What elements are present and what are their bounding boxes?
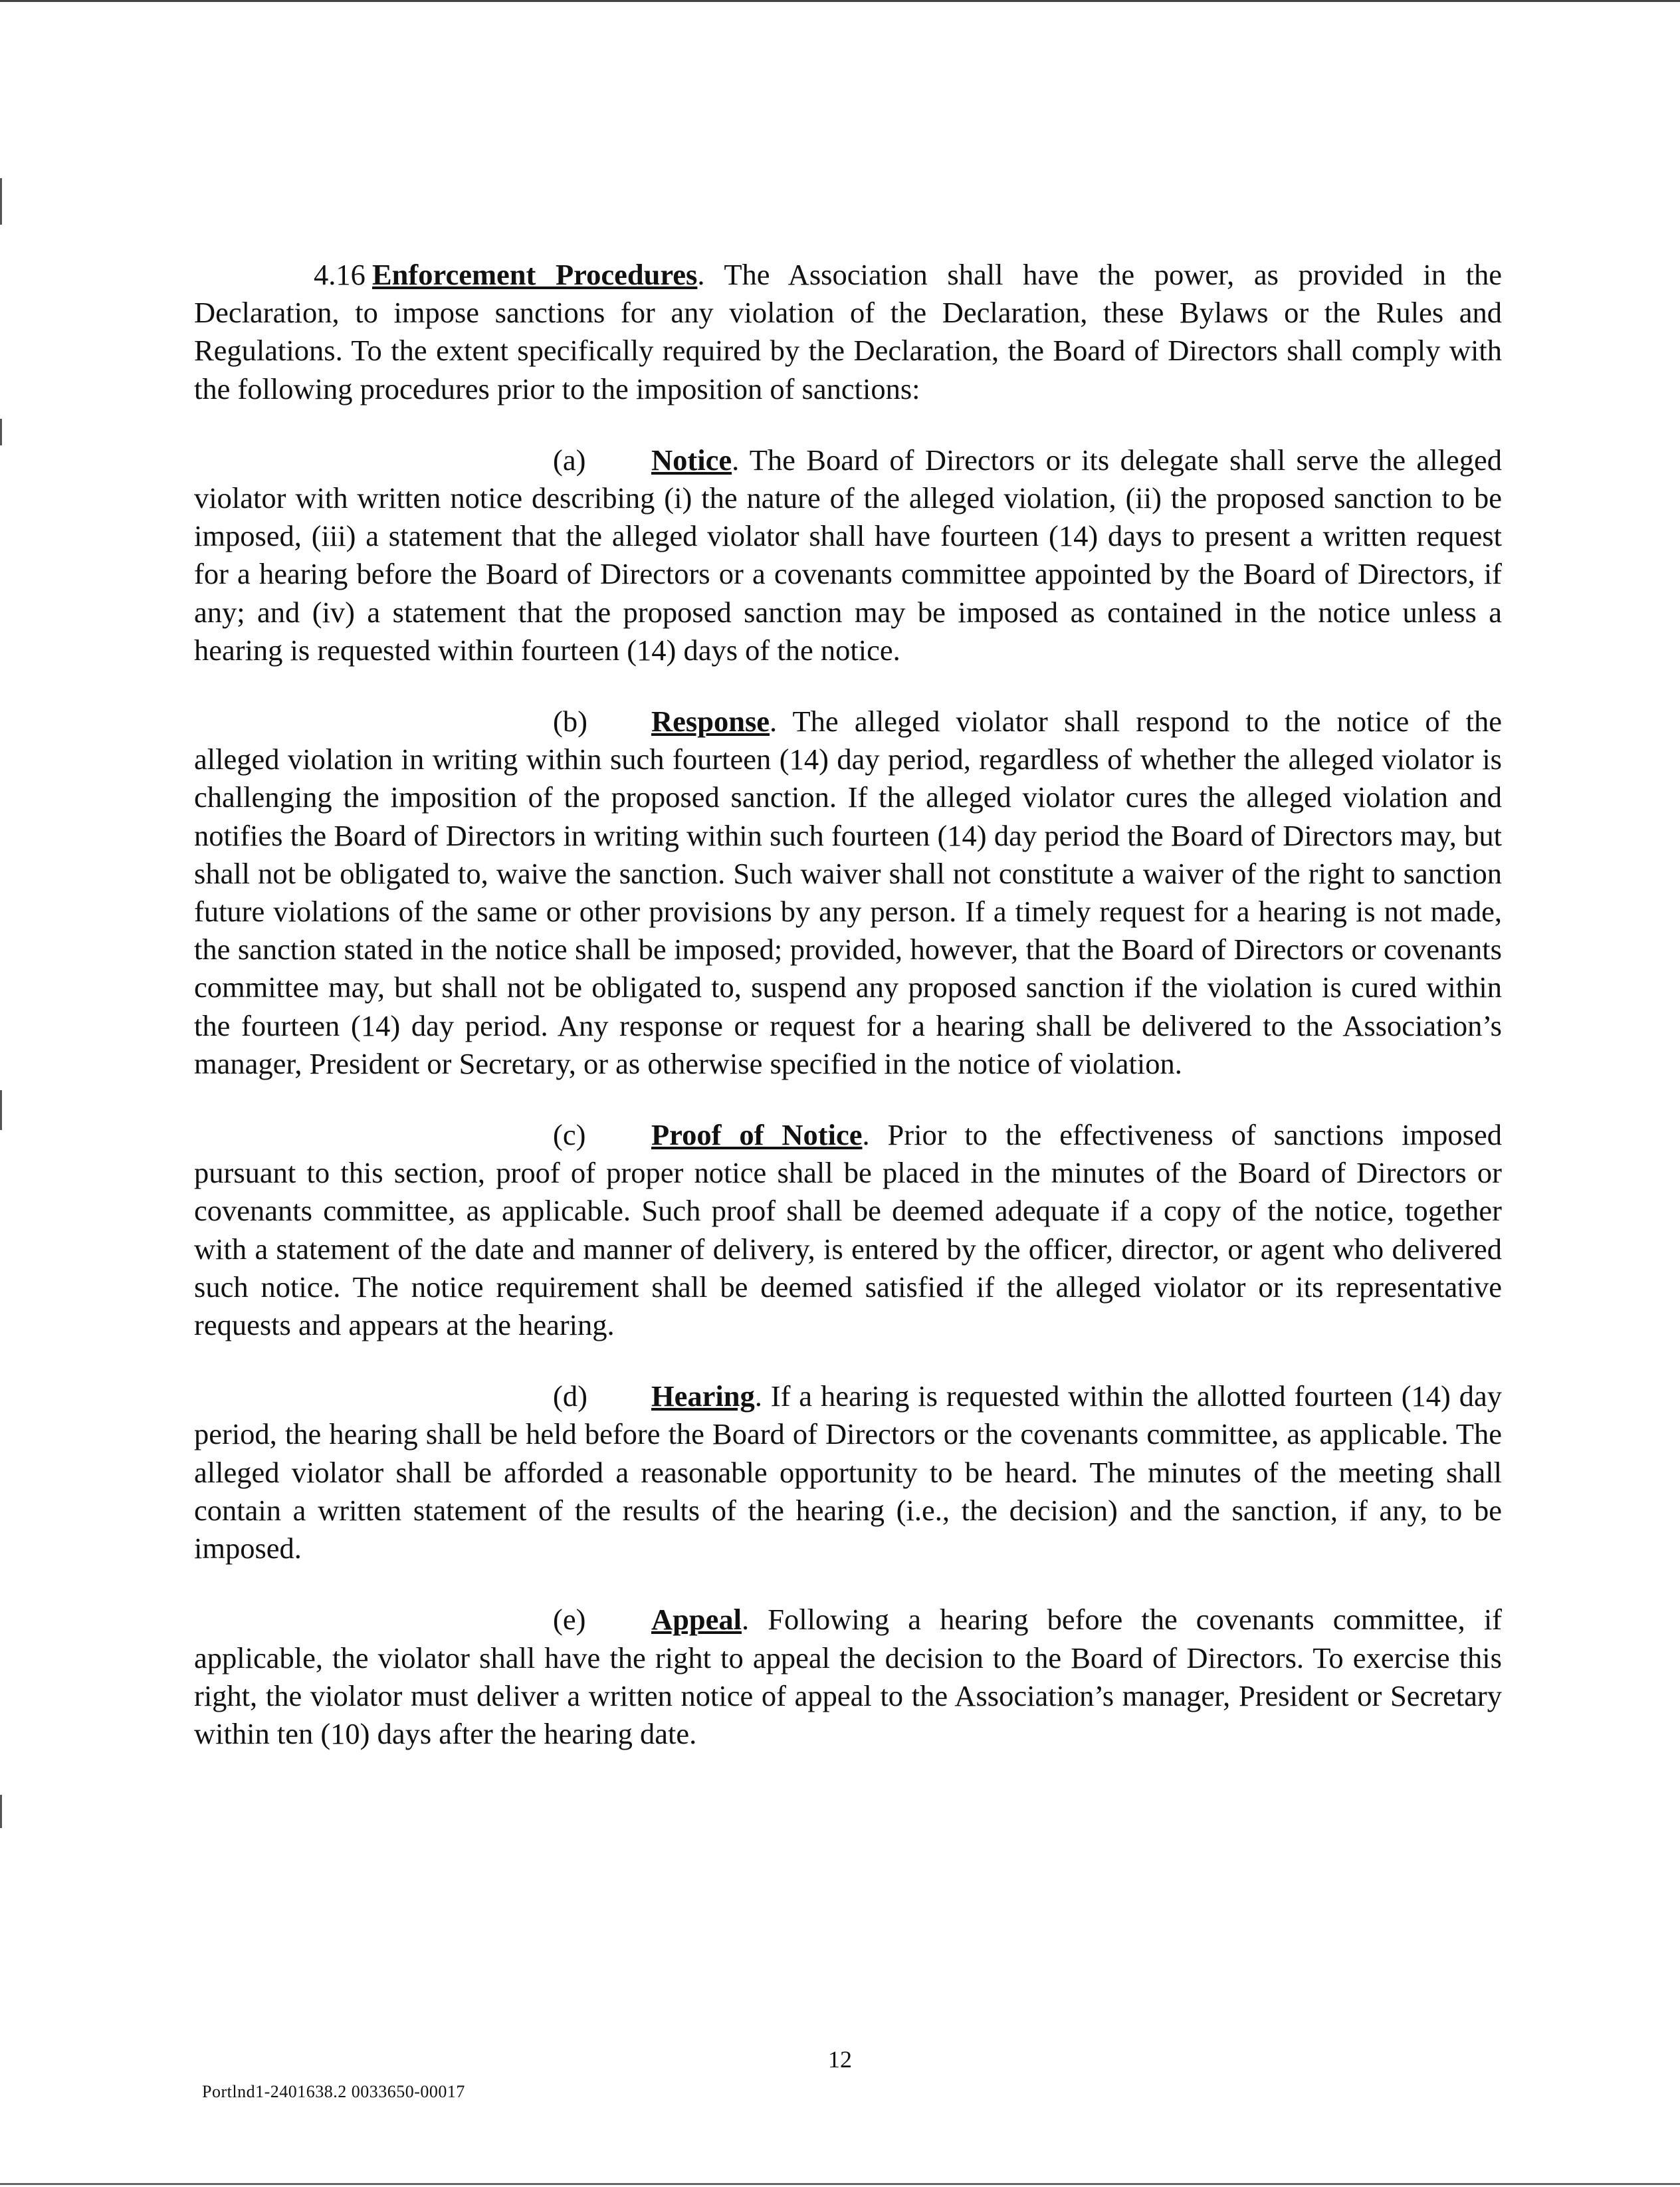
document-body xyxy=(194,256,1502,1786)
section-heading-period: . xyxy=(697,258,705,291)
scan-top-edge xyxy=(0,0,1680,2)
subsection-body: The Board of Directors or its delegate shall serve the alleged violator with written notice describing (i) the nature of the alleged violation, (ii) the proposed sanction to be imposed, (iii) a statement that the alleged violator shall have fourteen (14) days to present a written request for a hearing before the Board of Directors or a covenants committee appointed by the Board of Directors, if any; and (iv) a statement that the proposed sanction may be imposed as contained in the notice unless a hearing is requested within fourteen (14) days of the notice. xyxy=(194,443,1502,667)
subsection-e-appeal xyxy=(194,1601,1502,1753)
subsection-body: The alleged violator shall respond to the notice of the alleged violation in writing within such fourteen (14) day period, regardless of whether the alleged violator is challenging the imposition of the proposed sanction. If the alleged violator cures the alleged violation and notifies the Board of Directors in writing within such fourteen (14) day period the Board of Directors may, but shall not be obligated to, waive the sanction. Such waiver shall not constitute a waiver of the right to sanction future violations of the same or other provisions by any person. If a timely request for a hearing is not made, the sanction stated in the notice shall be imposed; provided, however, that the Board of Directors or covenants committee may, but shall not be obligated to, suspend any proposed sanction if the violation is cured within the fourteen (14) day period. Any response or request for a hearing shall be delivered to the Association’s manager, President or Secretary, or as otherwise specified in the notice of violation. xyxy=(194,705,1502,1080)
section-heading: Enforcement Procedures xyxy=(372,258,698,291)
subsection-heading: Proof of Notice xyxy=(651,1118,863,1152)
subsection-heading-period: . xyxy=(754,1379,762,1413)
subsection-heading-period: . xyxy=(732,443,740,477)
subsection-label: (d) xyxy=(553,1379,587,1413)
subsection-body: If a hearing is requested within the allotted fourteen (14) day period, the hearing shall be held before the Board of Directors or the covenants committee, as applicable. The alleged violator shall be afforded a reasonable opportunity to be heard. The minutes of the meeting shall contain a written statement of the results of the hearing (i.e., the decision) and the sanction, if any, to be imposed. xyxy=(194,1379,1502,1565)
subsection-heading: Appeal xyxy=(651,1603,742,1637)
scan-left-mark xyxy=(0,178,2,225)
subsection-c-proof-of-notice xyxy=(194,1116,1502,1344)
scan-bottom-edge xyxy=(0,2183,1680,2185)
document-id: Portlnd1-2401638.2 0033650-00017 xyxy=(202,2082,465,2101)
section-4-16 xyxy=(194,256,1502,408)
scan-left-mark xyxy=(0,1090,2,1130)
subsection-heading: Response xyxy=(651,705,770,739)
subsection-label: (e) xyxy=(553,1603,586,1637)
subsection-label: (c) xyxy=(553,1118,586,1152)
subsection-heading-period: . xyxy=(742,1603,750,1637)
page-number: 12 xyxy=(828,2046,852,2073)
subsection-heading: Notice xyxy=(651,443,732,477)
subsection-heading-period: . xyxy=(862,1118,870,1152)
scan-left-mark xyxy=(0,1795,2,1828)
subsection-label: (a) xyxy=(553,443,586,477)
subsection-d-hearing xyxy=(194,1377,1502,1567)
subsection-label: (b) xyxy=(553,705,587,739)
subsection-heading-period: . xyxy=(770,705,778,739)
subsection-b-response xyxy=(194,703,1502,1083)
subsection-body: Prior to the effectiveness of sanctions imposed pursuant to this section, proof of proper notice shall be placed in the minutes of the Board of Directors or covenants committee, as applicable. Such proof shall be deemed adequate if a copy of the notice, together with a statement of the date and manner of delivery, is entered by the officer, director, or agent who delivered such notice. The notice requirement shall be deemed satisfied if the alleged violator or its representative requests and appears at the hearing. xyxy=(194,1118,1502,1342)
subsection-body: Following a hearing before the covenants committee, if applicable, the violator shall have the right to appeal the decision to the Board of Directors. To exercise this right, the violator must deliver a written notice of appeal to the Association’s manager, President or Secretary within ten (10) days after the hearing date. xyxy=(194,1603,1502,1750)
subsection-a-notice xyxy=(194,441,1502,669)
section-body: The Association shall have the power, as provided in the Declaration, to impose sanctions for any violation of the Declaration, these Bylaws or the Rules and Regulations. To the extent specifically required by the Declaration, the Board of Directors shall comply with the following procedures prior to the imposition of sanctions: xyxy=(194,258,1503,405)
section-number: 4.16 xyxy=(314,258,366,291)
scan-left-mark xyxy=(0,419,2,445)
subsection-heading: Hearing xyxy=(651,1379,755,1413)
